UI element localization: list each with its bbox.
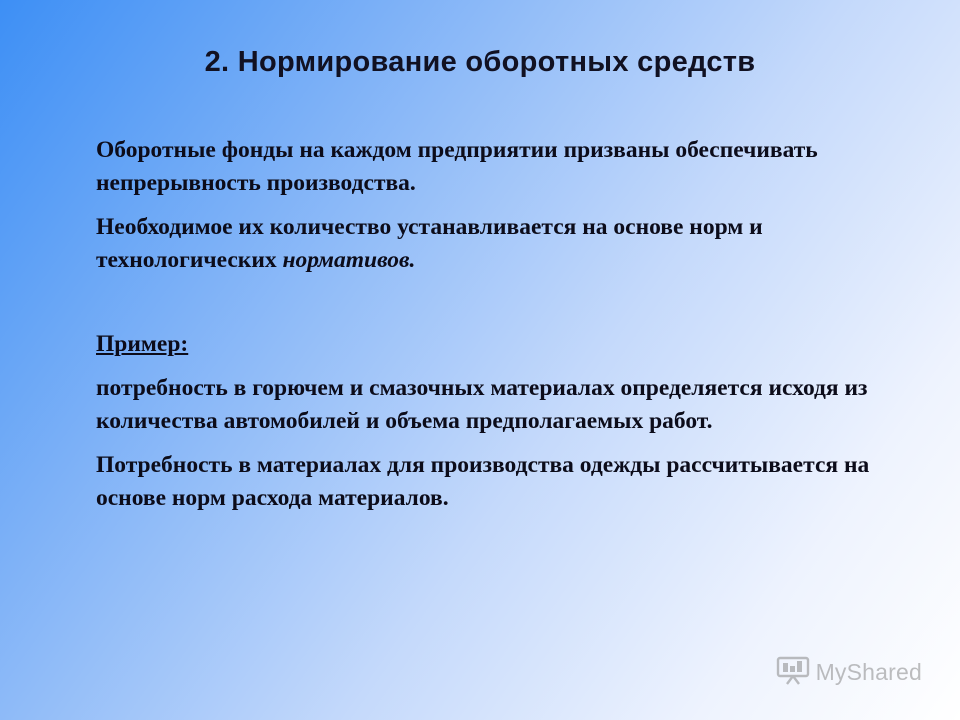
watermark: [776, 655, 922, 690]
paragraph-1: Оборотные фонды на каждом предприятии призваны обеспечивать непрерывность производства.: [96, 137, 818, 196]
paragraph-2-text: Необходимое их количество устанавливается на основе норм и технологических: [96, 214, 763, 273]
paragraph-2: [96, 211, 916, 277]
example-1: потребность в горючем и смазочных материалах определяется исходя из количества автомобилей и объема предполагаемых работ.: [96, 375, 868, 434]
paragraph-2-italic: нормативов.: [282, 247, 416, 273]
slide-title: 2. Нормирование оборотных средств: [204, 46, 756, 78]
example-2: Потребность в материалах для производства одежды рассчитывается на основе норм расхода материалов.: [96, 452, 870, 511]
slide-body: [96, 134, 916, 526]
example-label: Пример:: [96, 331, 189, 357]
spacer: [96, 288, 916, 328]
presentation-board-icon: [776, 655, 810, 690]
watermark-text: MyShared: [815, 659, 922, 685]
